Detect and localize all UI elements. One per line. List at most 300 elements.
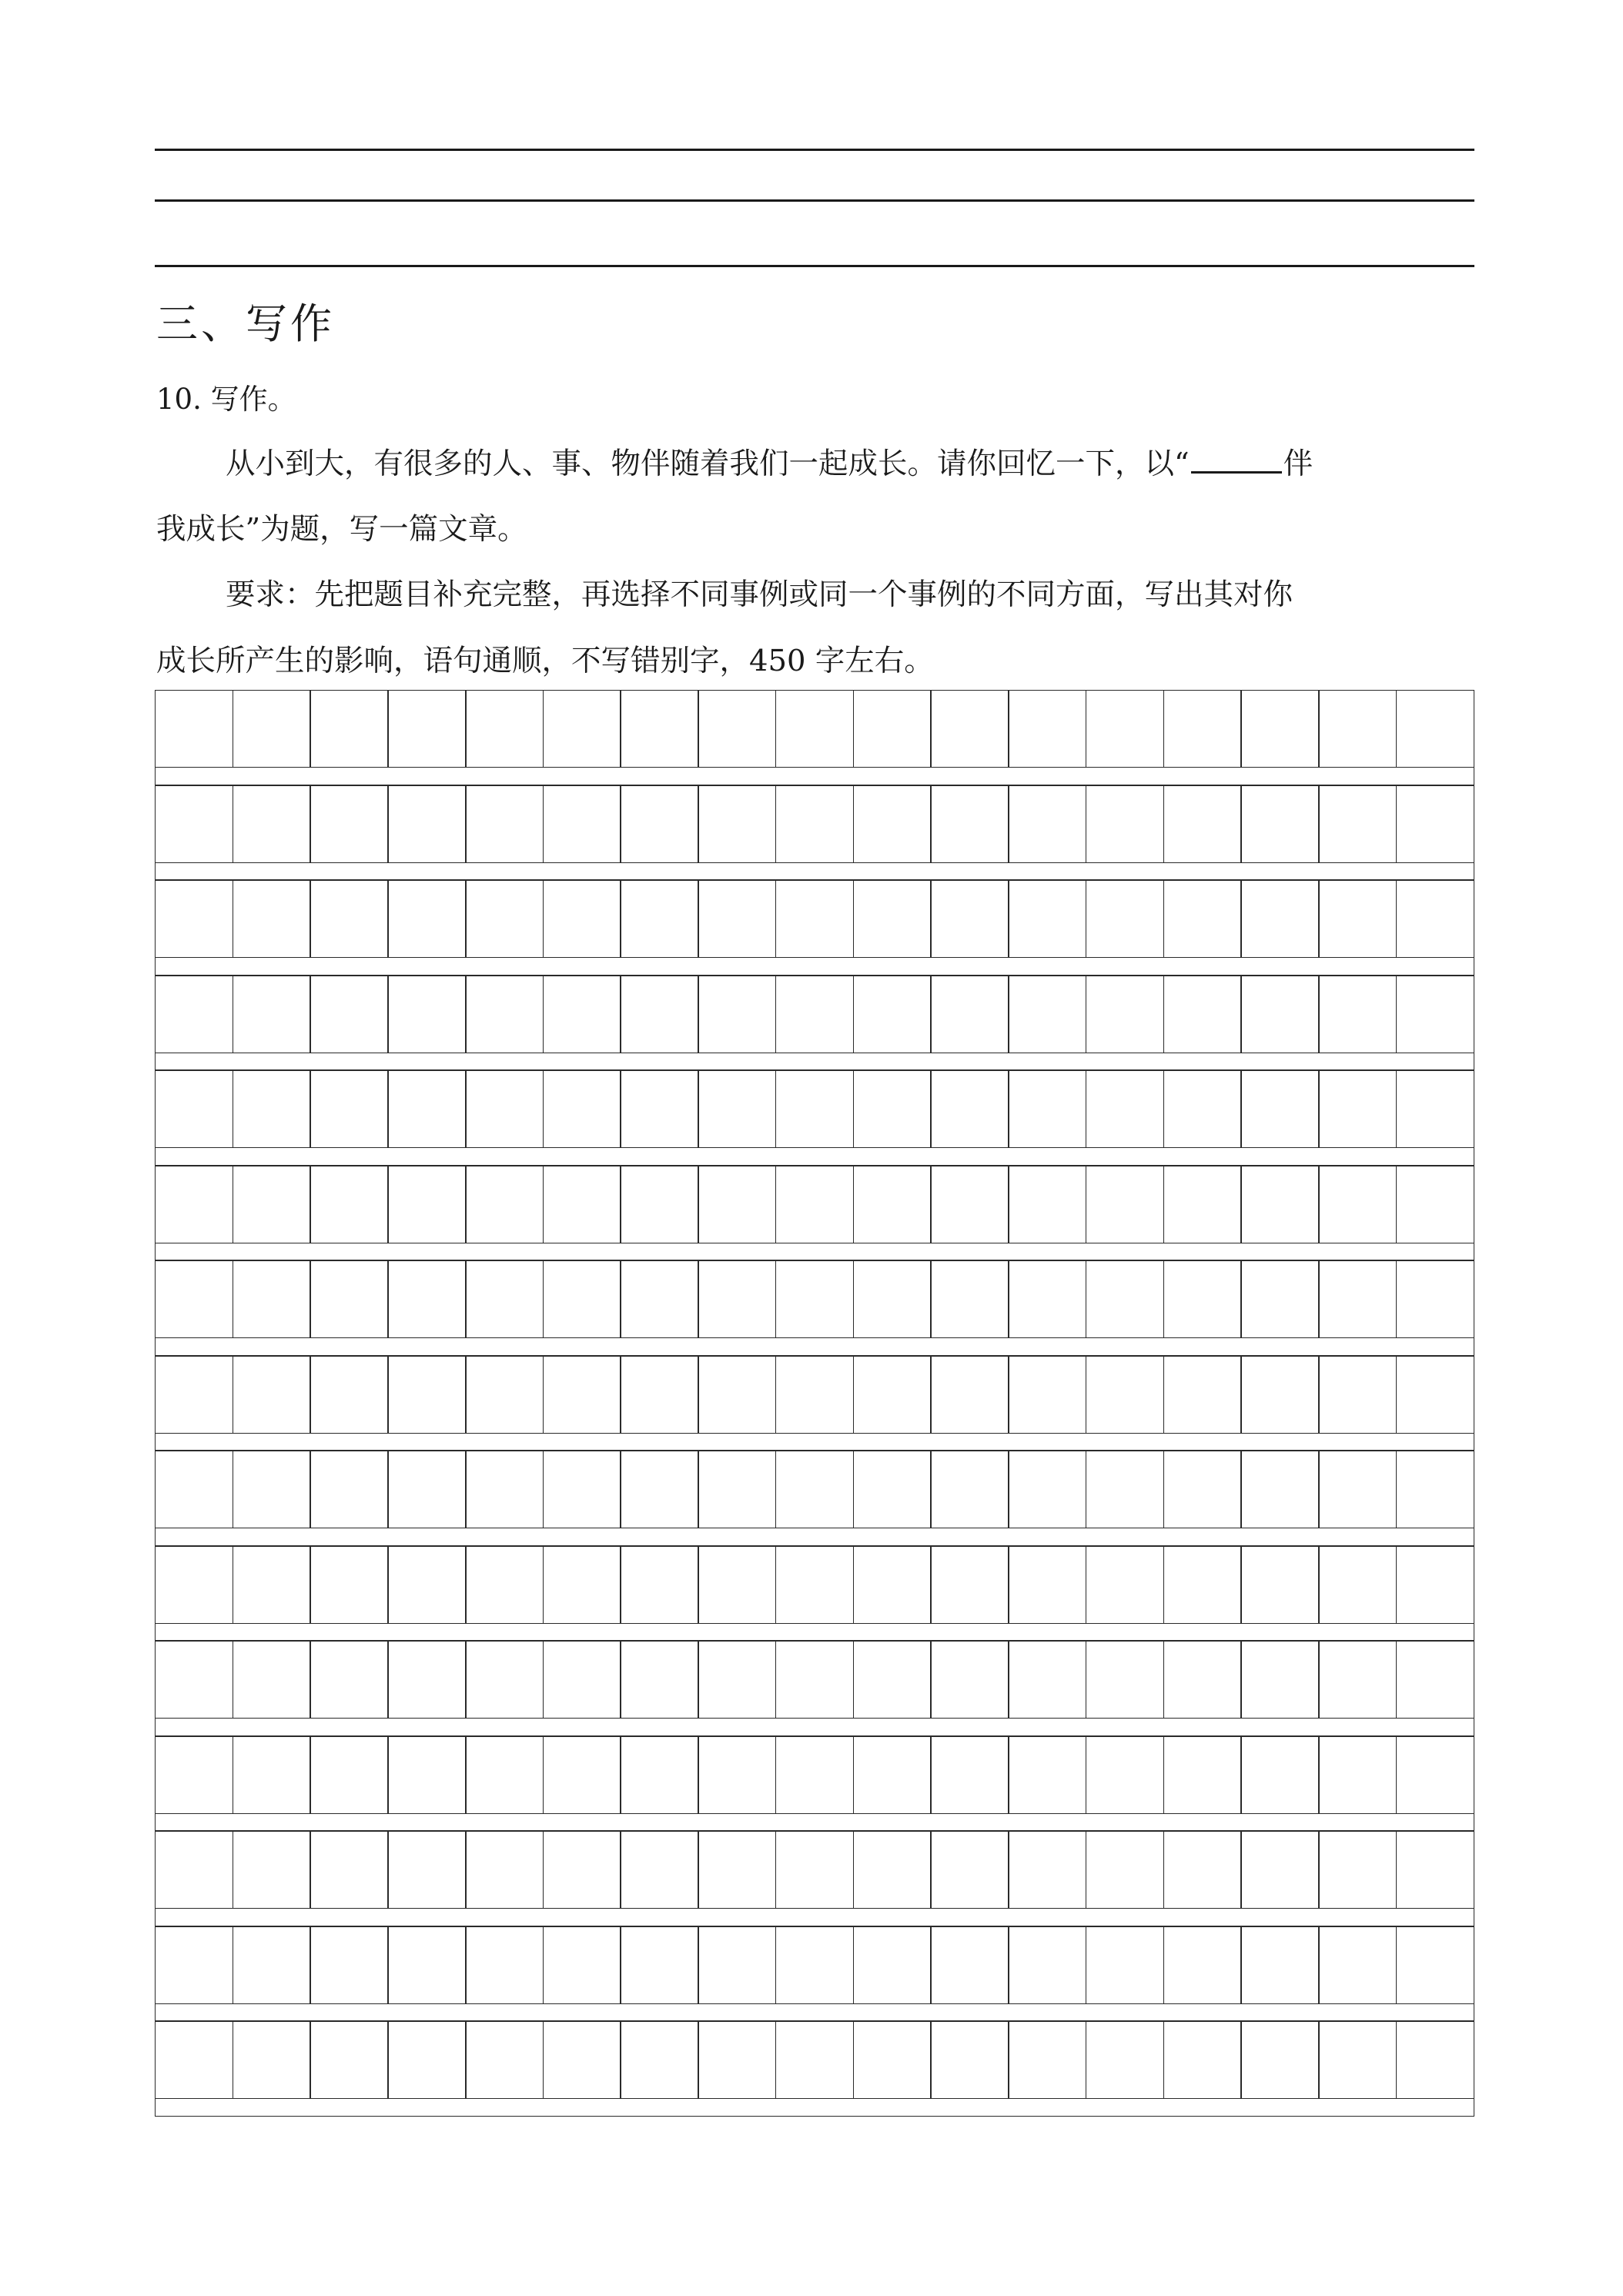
essay-grid-cell[interactable] — [698, 1736, 776, 1814]
essay-grid-cells — [155, 1451, 1474, 1528]
essay-grid-cell[interactable] — [1008, 880, 1086, 958]
essay-grid-cell[interactable] — [620, 1070, 698, 1148]
essay-grid-cell[interactable] — [310, 785, 388, 863]
essay-grid-cell[interactable] — [775, 1070, 854, 1148]
essay-grid-cell[interactable] — [620, 1166, 698, 1243]
essay-grid-cell[interactable] — [233, 1831, 311, 1909]
essay-grid-cell[interactable] — [465, 1641, 544, 1719]
essay-grid-cell[interactable] — [1240, 1070, 1319, 1148]
essay-grid-cell[interactable] — [775, 785, 854, 863]
essay-grid-cell[interactable] — [853, 1641, 932, 1719]
essay-grid-cell[interactable] — [1163, 1166, 1242, 1243]
essay-grid-row-gap — [155, 958, 1474, 976]
essay-grid-row-gap — [155, 1528, 1474, 1546]
essay-grid-cell[interactable] — [1086, 1926, 1164, 2004]
answer-line[interactable] — [155, 199, 1474, 202]
essay-grid-row — [155, 1356, 1474, 1451]
essay-grid-cell[interactable] — [620, 880, 698, 958]
essay-grid-cell[interactable] — [1163, 1356, 1242, 1434]
section-title: 三、写作 — [156, 300, 335, 348]
essay-grid-row — [155, 1926, 1474, 2022]
essay-grid-row-gap — [155, 1243, 1474, 1261]
essay-grid-cell[interactable] — [930, 690, 1009, 768]
essay-grid-cell[interactable] — [310, 1831, 388, 1909]
essay-grid-cell[interactable] — [1318, 1451, 1397, 1528]
essay-grid-cell[interactable] — [1396, 1926, 1474, 2004]
essay-grid-cell[interactable] — [1240, 1356, 1319, 1434]
essay-grid-cell[interactable] — [1008, 976, 1086, 1053]
essay-grid-cell[interactable] — [465, 1451, 544, 1528]
essay-grid-cell[interactable] — [620, 690, 698, 768]
essay-grid-cell[interactable] — [310, 1356, 388, 1434]
essay-grid-cell[interactable] — [1163, 690, 1242, 768]
essay-grid-cell[interactable] — [155, 1356, 233, 1434]
essay-grid-cell[interactable] — [853, 1260, 932, 1338]
essay-grid-cell[interactable] — [387, 1451, 466, 1528]
essay-grid-cell[interactable] — [233, 1546, 311, 1624]
essay-grid-cell[interactable] — [1008, 1166, 1086, 1243]
essay-grid-cell[interactable] — [853, 1070, 932, 1148]
essay-grid-cell[interactable] — [310, 1166, 388, 1243]
essay-grid-cell[interactable] — [543, 1070, 621, 1148]
essay-grid-cell[interactable] — [1086, 1546, 1164, 1624]
essay-grid-cell[interactable] — [155, 880, 233, 958]
essay-grid-cell[interactable] — [387, 1260, 466, 1338]
essay-grid-cell[interactable] — [310, 1451, 388, 1528]
essay-grid-cell[interactable] — [310, 1260, 388, 1338]
essay-grid-cell[interactable] — [775, 1641, 854, 1719]
essay-grid-cells — [155, 1260, 1474, 1338]
essay-grid-row-gap — [155, 1053, 1474, 1071]
essay-grid-row-gap — [155, 1814, 1474, 1832]
essay-grid-cells — [155, 1166, 1474, 1243]
essay-grid-cell[interactable] — [543, 1736, 621, 1814]
essay-grid-cell[interactable] — [1240, 1260, 1319, 1338]
essay-grid-cell[interactable] — [543, 1831, 621, 1909]
essay-grid-cell[interactable] — [853, 1166, 932, 1243]
prompt-text-after-blank: 伴 — [1283, 447, 1313, 481]
essay-grid-cell[interactable] — [853, 1831, 932, 1909]
essay-grid-cell[interactable] — [465, 976, 544, 1053]
essay-grid-row — [155, 880, 1474, 976]
essay-grid-cell[interactable] — [1163, 1070, 1242, 1148]
answer-line[interactable] — [155, 149, 1474, 151]
essay-grid-cell[interactable] — [1396, 1260, 1474, 1338]
essay-grid-cell[interactable] — [1396, 2021, 1474, 2099]
essay-grid-cell[interactable] — [1086, 880, 1164, 958]
essay-grid-cell[interactable] — [233, 880, 311, 958]
essay-grid-cell[interactable] — [853, 976, 932, 1053]
prompt-paragraph-continued — [156, 510, 1474, 549]
essay-grid-cell[interactable] — [1318, 1546, 1397, 1624]
essay-grid-cell[interactable] — [698, 1070, 776, 1148]
essay-grid-cell[interactable] — [698, 690, 776, 768]
essay-grid-cell[interactable] — [1086, 1451, 1164, 1528]
essay-grid-cell[interactable] — [387, 976, 466, 1053]
essay-grid-cell[interactable] — [698, 785, 776, 863]
essay-grid-cell[interactable] — [543, 1641, 621, 1719]
essay-grid-cell[interactable] — [155, 1641, 233, 1719]
essay-grid-cell[interactable] — [620, 1641, 698, 1719]
essay-grid-cell[interactable] — [1163, 1641, 1242, 1719]
essay-grid-cell[interactable] — [853, 690, 932, 768]
essay-grid-cell[interactable] — [620, 785, 698, 863]
essay-grid-cell[interactable] — [155, 1736, 233, 1814]
essay-grid-cell[interactable] — [310, 2021, 388, 2099]
essay-grid-cell[interactable] — [698, 1831, 776, 1909]
essay-grid-cell[interactable] — [775, 1451, 854, 1528]
essay-grid-cell[interactable] — [775, 1736, 854, 1814]
essay-grid-cell[interactable] — [1163, 785, 1242, 863]
essay-grid-cell[interactable] — [1396, 1451, 1474, 1528]
essay-grid-cell[interactable] — [387, 1166, 466, 1243]
essay-grid-cell[interactable] — [1008, 1641, 1086, 1719]
essay-grid-cell[interactable] — [1008, 1926, 1086, 2004]
essay-grid-cell[interactable] — [1086, 2021, 1164, 2099]
essay-grid-cell[interactable] — [698, 1926, 776, 2004]
essay-grid-cell[interactable] — [465, 2021, 544, 2099]
essay-grid-cell[interactable] — [1396, 1356, 1474, 1434]
essay-grid-cell[interactable] — [620, 1451, 698, 1528]
essay-grid-row — [155, 1641, 1474, 1736]
essay-grid-cell[interactable] — [155, 2021, 233, 2099]
essay-grid-cell[interactable] — [1086, 1641, 1164, 1719]
essay-grid-cell[interactable] — [1318, 2021, 1397, 2099]
essay-grid-cell[interactable] — [1008, 1070, 1086, 1148]
essay-grid-cell[interactable] — [930, 880, 1009, 958]
essay-grid-cell[interactable] — [387, 1070, 466, 1148]
essay-grid-cell[interactable] — [620, 976, 698, 1053]
essay-grid-cell[interactable] — [698, 1356, 776, 1434]
essay-grid-cell[interactable] — [1086, 1736, 1164, 1814]
essay-grid-cell[interactable] — [1318, 1641, 1397, 1719]
essay-grid-cell[interactable] — [1008, 690, 1086, 768]
essay-grid-row-gap — [155, 2099, 1474, 2117]
essay-grid-cell[interactable] — [1163, 880, 1242, 958]
essay-grid-cell[interactable] — [1163, 1736, 1242, 1814]
essay-grid-cell[interactable] — [233, 1356, 311, 1434]
essay-grid-cell[interactable] — [1163, 976, 1242, 1053]
essay-grid-cell[interactable] — [1008, 1546, 1086, 1624]
essay-grid-cell[interactable] — [1318, 690, 1397, 768]
essay-grid-cell[interactable] — [310, 1070, 388, 1148]
essay-grid-cells — [155, 785, 1474, 863]
essay-grid-cell[interactable] — [465, 1356, 544, 1434]
essay-grid-row — [155, 1260, 1474, 1356]
essay-grid-cell[interactable] — [1396, 690, 1474, 768]
essay-grid-cell[interactable] — [1240, 1546, 1319, 1624]
essay-grid-cell[interactable] — [620, 1546, 698, 1624]
essay-grid-cell[interactable] — [775, 1166, 854, 1243]
essay-grid-cell[interactable] — [930, 1641, 1009, 1719]
essay-grid-cell[interactable] — [1163, 1546, 1242, 1624]
essay-grid-cell[interactable] — [233, 1451, 311, 1528]
essay-grid-cell[interactable] — [543, 2021, 621, 2099]
essay-grid-cell[interactable] — [1086, 785, 1164, 863]
essay-grid-cell[interactable] — [1318, 1736, 1397, 1814]
essay-grid-cell[interactable] — [1318, 1070, 1397, 1148]
essay-grid-cell[interactable] — [387, 785, 466, 863]
essay-grid-cell[interactable] — [1240, 880, 1319, 958]
essay-grid-cell[interactable] — [620, 2021, 698, 2099]
essay-grid-cell[interactable] — [1396, 1546, 1474, 1624]
essay-grid-cell[interactable] — [775, 1356, 854, 1434]
essay-grid-cells — [155, 1831, 1474, 1909]
essay-grid-cell[interactable] — [620, 1356, 698, 1434]
essay-grid-row — [155, 1546, 1474, 1642]
essay-grid-cell[interactable] — [698, 1451, 776, 1528]
essay-grid-cell[interactable] — [775, 690, 854, 768]
essay-grid-cell[interactable] — [1318, 1356, 1397, 1434]
essay-grid-cell[interactable] — [387, 1641, 466, 1719]
essay-grid-row-gap — [155, 1909, 1474, 1926]
essay-grid-cell[interactable] — [465, 690, 544, 768]
essay-grid-cell[interactable] — [1008, 2021, 1086, 2099]
essay-grid-cell[interactable] — [1086, 1260, 1164, 1338]
essay-grid-cell[interactable] — [1318, 1166, 1397, 1243]
essay-grid-cell[interactable] — [930, 1356, 1009, 1434]
essay-grid-cell[interactable] — [543, 785, 621, 863]
essay-grid-cell[interactable] — [620, 1831, 698, 1909]
essay-grid-cell[interactable] — [155, 1451, 233, 1528]
essay-grid-cell[interactable] — [853, 785, 932, 863]
essay-grid-cell[interactable] — [698, 1546, 776, 1624]
essay-grid-cell[interactable] — [233, 1166, 311, 1243]
essay-grid-cell[interactable] — [853, 1926, 932, 2004]
essay-grid-cell[interactable] — [1086, 1831, 1164, 1909]
essay-grid-cell[interactable] — [775, 976, 854, 1053]
essay-grid-cell[interactable] — [543, 880, 621, 958]
essay-grid-cell[interactable] — [543, 1546, 621, 1624]
essay-grid-cell[interactable] — [387, 2021, 466, 2099]
essay-grid-cell[interactable] — [465, 880, 544, 958]
essay-grid-cell[interactable] — [1240, 976, 1319, 1053]
essay-grid-cell[interactable] — [310, 880, 388, 958]
essay-grid-cell[interactable] — [1240, 1166, 1319, 1243]
essay-grid-cell[interactable] — [233, 1926, 311, 2004]
essay-grid-cell[interactable] — [387, 880, 466, 958]
essay-grid-cell[interactable] — [387, 1546, 466, 1624]
essay-grid-row-gap — [155, 1624, 1474, 1642]
essay-grid-cell[interactable] — [698, 880, 776, 958]
essay-grid-cell[interactable] — [310, 1641, 388, 1719]
essay-grid-cell[interactable] — [543, 1166, 621, 1243]
essay-grid-cell[interactable] — [233, 976, 311, 1053]
essay-grid-cell[interactable] — [1240, 1736, 1319, 1814]
essay-grid-cell[interactable] — [775, 1926, 854, 2004]
essay-grid-cell[interactable] — [465, 1736, 544, 1814]
essay-grid-cell[interactable] — [465, 785, 544, 863]
essay-grid-cell[interactable] — [1240, 2021, 1319, 2099]
essay-grid-cell[interactable] — [233, 1641, 311, 1719]
essay-grid-cell[interactable] — [310, 976, 388, 1053]
essay-grid-cell[interactable] — [1396, 1641, 1474, 1719]
essay-grid-cell[interactable] — [1318, 1260, 1397, 1338]
essay-grid-cell[interactable] — [1396, 785, 1474, 863]
essay-grid-cell[interactable] — [155, 1546, 233, 1624]
essay-grid-cell[interactable] — [930, 1546, 1009, 1624]
essay-grid-cell[interactable] — [310, 1926, 388, 2004]
essay-grid-row — [155, 1166, 1474, 1261]
essay-grid-cell[interactable] — [1396, 1166, 1474, 1243]
essay-grid-cell[interactable] — [1086, 1166, 1164, 1243]
question-label: 10. 写作。 — [156, 383, 296, 416]
essay-grid-cell[interactable] — [698, 1260, 776, 1338]
essay-grid-cell[interactable] — [543, 1451, 621, 1528]
essay-grid-cell[interactable] — [853, 1546, 932, 1624]
essay-grid-row — [155, 1451, 1474, 1546]
essay-grid-cell[interactable] — [930, 785, 1009, 863]
essay-grid-cell[interactable] — [543, 1926, 621, 2004]
essay-grid-row-gap — [155, 1338, 1474, 1356]
essay-grid-cell[interactable] — [1240, 1926, 1319, 2004]
essay-grid-row-gap — [155, 2004, 1474, 2022]
essay-grid-cell[interactable] — [1008, 1356, 1086, 1434]
essay-grid-row — [155, 785, 1474, 881]
essay-grid-cell[interactable] — [775, 2021, 854, 2099]
essay-grid-cell[interactable] — [1163, 1831, 1242, 1909]
essay-grid-cell[interactable] — [1086, 690, 1164, 768]
essay-grid-cell[interactable] — [543, 976, 621, 1053]
essay-grid-cell[interactable] — [1318, 1926, 1397, 2004]
essay-grid-cell[interactable] — [1396, 976, 1474, 1053]
essay-grid-cell[interactable] — [1163, 1926, 1242, 2004]
essay-grid-cell[interactable] — [387, 690, 466, 768]
essay-grid-row — [155, 2021, 1474, 2117]
essay-grid-cell[interactable] — [465, 1070, 544, 1148]
prompt-text-line2: 我成长”为题，写一篇文章。 — [156, 512, 527, 547]
essay-grid-cell[interactable] — [310, 1736, 388, 1814]
essay-grid-cell[interactable] — [1396, 1736, 1474, 1814]
requirement-paragraph-continued — [156, 642, 1474, 681]
essay-grid-cell[interactable] — [620, 1260, 698, 1338]
essay-grid-cell[interactable] — [543, 1356, 621, 1434]
essay-grid-cell[interactable] — [155, 1070, 233, 1148]
essay-grid-cell[interactable] — [1396, 1831, 1474, 1909]
essay-grid-cell[interactable] — [930, 1736, 1009, 1814]
essay-grid-cell[interactable] — [1163, 1260, 1242, 1338]
essay-grid-cell[interactable] — [155, 1166, 233, 1243]
essay-grid-cell[interactable] — [155, 1260, 233, 1338]
essay-grid-cell[interactable] — [233, 2021, 311, 2099]
essay-grid-cell[interactable] — [465, 1831, 544, 1909]
essay-grid-cell[interactable] — [310, 690, 388, 768]
requirement-paragraph — [156, 576, 1474, 614]
essay-grid-cell[interactable] — [1086, 1070, 1164, 1148]
essay-grid-cell[interactable] — [1163, 2021, 1242, 2099]
essay-grid-cell[interactable] — [155, 976, 233, 1053]
essay-grid-cell[interactable] — [1318, 880, 1397, 958]
essay-grid-cell[interactable] — [233, 785, 311, 863]
essay-grid-cell[interactable] — [1086, 1356, 1164, 1434]
essay-grid-cell[interactable] — [853, 2021, 932, 2099]
essay-grid-cell[interactable] — [1240, 785, 1319, 863]
essay-grid-cell[interactable] — [775, 1260, 854, 1338]
essay-grid-cell[interactable] — [698, 1166, 776, 1243]
essay-grid-cell[interactable] — [853, 1451, 932, 1528]
essay-grid-cell[interactable] — [465, 1166, 544, 1243]
essay-grid-cell[interactable] — [233, 690, 311, 768]
essay-grid-cell[interactable] — [930, 1451, 1009, 1528]
essay-grid-cell[interactable] — [1008, 1831, 1086, 1909]
essay-grid-cell[interactable] — [775, 1546, 854, 1624]
essay-grid-cell[interactable] — [233, 1736, 311, 1814]
essay-grid-cells — [155, 976, 1474, 1053]
essay-grid-cell[interactable] — [930, 1070, 1009, 1148]
essay-grid-cell[interactable] — [543, 1260, 621, 1338]
essay-grid-row-gap — [155, 1148, 1474, 1166]
essay-grid-cell[interactable] — [1163, 1451, 1242, 1528]
essay-grid-cell[interactable] — [1008, 1736, 1086, 1814]
essay-grid-cell[interactable] — [1240, 1831, 1319, 1909]
essay-grid-cell[interactable] — [1008, 785, 1086, 863]
essay-grid-cell[interactable] — [1008, 1260, 1086, 1338]
essay-grid-cells — [155, 690, 1474, 768]
essay-grid-cell[interactable] — [698, 1641, 776, 1719]
essay-grid-cell[interactable] — [465, 1546, 544, 1624]
essay-grid-cell[interactable] — [1396, 880, 1474, 958]
essay-grid-cell[interactable] — [233, 1260, 311, 1338]
essay-grid-cell[interactable] — [930, 1260, 1009, 1338]
essay-grid-cell[interactable] — [1318, 1831, 1397, 1909]
essay-grid-cell[interactable] — [930, 2021, 1009, 2099]
essay-grid-cell[interactable] — [1318, 976, 1397, 1053]
essay-grid-cell[interactable] — [1396, 1070, 1474, 1148]
essay-grid-cell[interactable] — [853, 880, 932, 958]
essay-grid-cell[interactable] — [930, 1831, 1009, 1909]
essay-grid-cell[interactable] — [1240, 690, 1319, 768]
essay-grid-cell[interactable] — [465, 1260, 544, 1338]
essay-grid-cell[interactable] — [543, 690, 621, 768]
essay-grid-cell[interactable] — [233, 1070, 311, 1148]
essay-grid-cell[interactable] — [465, 1926, 544, 2004]
essay-grid-cell[interactable] — [387, 1926, 466, 2004]
essay-grid-cell[interactable] — [387, 1736, 466, 1814]
answer-line[interactable] — [155, 265, 1474, 267]
essay-grid-cell[interactable] — [853, 1356, 932, 1434]
essay-grid-cell[interactable] — [620, 1736, 698, 1814]
essay-grid-cell[interactable] — [155, 785, 233, 863]
essay-grid-cell[interactable] — [853, 1736, 932, 1814]
essay-grid-cell[interactable] — [1086, 976, 1164, 1053]
requirement-text-line2: 成长所产生的影响，语句通顺，不写错别字，450 字左右。 — [156, 644, 934, 678]
essay-grid-cell[interactable] — [698, 2021, 776, 2099]
essay-grid-cell[interactable] — [310, 1546, 388, 1624]
essay-grid-cell[interactable] — [930, 976, 1009, 1053]
essay-grid-cell[interactable] — [775, 1831, 854, 1909]
essay-grid-cell[interactable] — [930, 1166, 1009, 1243]
essay-grid-cell[interactable] — [620, 1926, 698, 2004]
essay-grid-cell[interactable] — [1318, 785, 1397, 863]
essay-grid-row — [155, 1070, 1474, 1166]
essay-grid-cells — [155, 1736, 1474, 1814]
title-blank[interactable] — [1191, 447, 1282, 474]
essay-grid-cell[interactable] — [1240, 1451, 1319, 1528]
essay-grid-cell[interactable] — [1240, 1641, 1319, 1719]
essay-grid-cell[interactable] — [930, 1926, 1009, 2004]
essay-grid-cells — [155, 2021, 1474, 2099]
essay-grid-cell[interactable] — [387, 1356, 466, 1434]
essay-grid-cell[interactable] — [387, 1831, 466, 1909]
essay-grid-cell[interactable] — [155, 690, 233, 768]
essay-grid-cell[interactable] — [1008, 1451, 1086, 1528]
essay-grid-cell[interactable] — [775, 880, 854, 958]
essay-grid-cell[interactable] — [155, 1926, 233, 2004]
essay-grid-row — [155, 1831, 1474, 1926]
essay-grid-cell[interactable] — [698, 976, 776, 1053]
essay-grid-cell[interactable] — [155, 1831, 233, 1909]
essay-grid-cells — [155, 1546, 1474, 1624]
